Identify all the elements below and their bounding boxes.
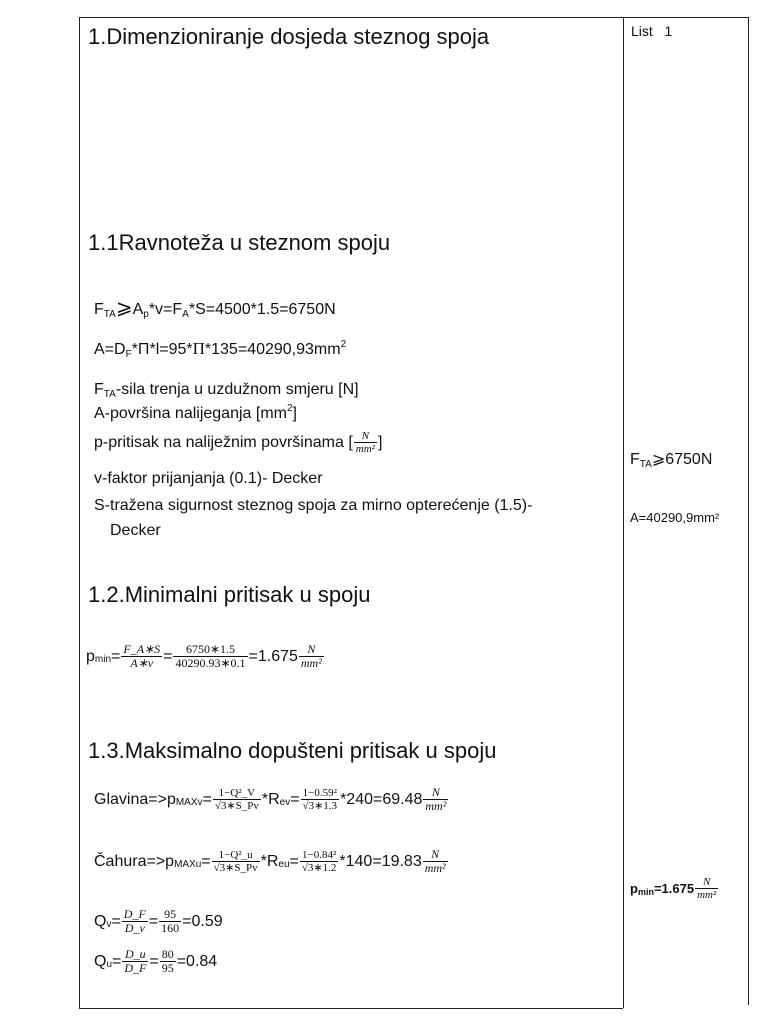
sheet-label: List [631, 23, 653, 39]
result-contact-area: A=40290,9mm² [630, 510, 720, 525]
column-divider [623, 17, 624, 1008]
definition-pressure: p-pritisak na naliježnim površinama [ $\frac{N}{\text{mm²}}$ ] [94, 430, 383, 456]
equation-contact-area: $A=DF*\Pi*l=95*\Pi*135=40290,93mm^2$ [94, 339, 347, 360]
sheet-number [631, 23, 672, 39]
definition-friction: FTA-sila trenja u uzdužnom smjeru [N] [94, 381, 359, 400]
section-1-3-title: 1.3.Maksimalno dopušteni pritisak u spoju [88, 738, 497, 763]
equation-hub-pressure: Glavina=>p MAXv = $\frac{\text{1−Q²\_V}}{√3∗S\_Pv}$ *R ev = $\frac{\text{1−0.59²}}{√3∗1.3}$ *240=69.48 $\frac{N}{\text{mm²}}$ [94, 785, 447, 814]
table-border-left [79, 17, 80, 1008]
table-border-bottom [79, 1008, 623, 1009]
definition-area: A-površina nalijeganja $[mm^2]$ [94, 403, 297, 422]
definition-safety-factor: S-tražena sigurnost steznog spoja za mirno opterećenje (1.5)- [94, 497, 533, 514]
section-1-2-title: 1.2.Minimalni pritisak u spoju [88, 582, 371, 607]
sheet-value: 1 [664, 23, 673, 39]
definition-adhesion-factor: v-faktor prijanjanja (0.1)- Decker [94, 470, 323, 487]
equation-min-pressure: p min = $\frac{F\_A∗S}{A∗v}$ = $\frac{6750∗1.5}{40290.93∗0.1}$ =1.675 $\frac{N}{\text{mm²}}$ [86, 642, 322, 671]
result-min-pressure: p min =1.675 $\frac{N}{\text{mm²}}$ [630, 876, 717, 902]
result-friction-force: FTA⩾6750N [630, 451, 713, 470]
equation-sleeve-pressure: Čahura=>p MAXu = $\frac{\text{1−Q²\_u}}{√3∗S\_Pv}$ *R eu = $\frac{\text{1−0.84²}}{√3∗1.2}$ *140=19.83 $\frac{N}{\text{mm²}}$ [94, 847, 446, 876]
document-title: 1.Dimenzioniranje dosjeda steznog spoja [88, 24, 490, 49]
table-border-right [748, 17, 749, 1005]
section-1-1-title: 1.1Ravnoteža u steznom spoju [88, 230, 391, 255]
equation-qv: Q v = $\frac{D\_F}{D\_v}$ = $\frac{95}{160}$ =0.59 [94, 907, 223, 936]
table-border-top [79, 17, 748, 18]
definition-safety-factor-cont: Decker [110, 522, 161, 539]
equation-friction-force: FTA⩾Ap*v=FA*S=4500*1.5=6750N [94, 297, 336, 320]
equation-qu: Q u = $\frac{D\_u}{D\_F}$ = $\frac{80}{95}$ =0.84 [94, 947, 218, 976]
